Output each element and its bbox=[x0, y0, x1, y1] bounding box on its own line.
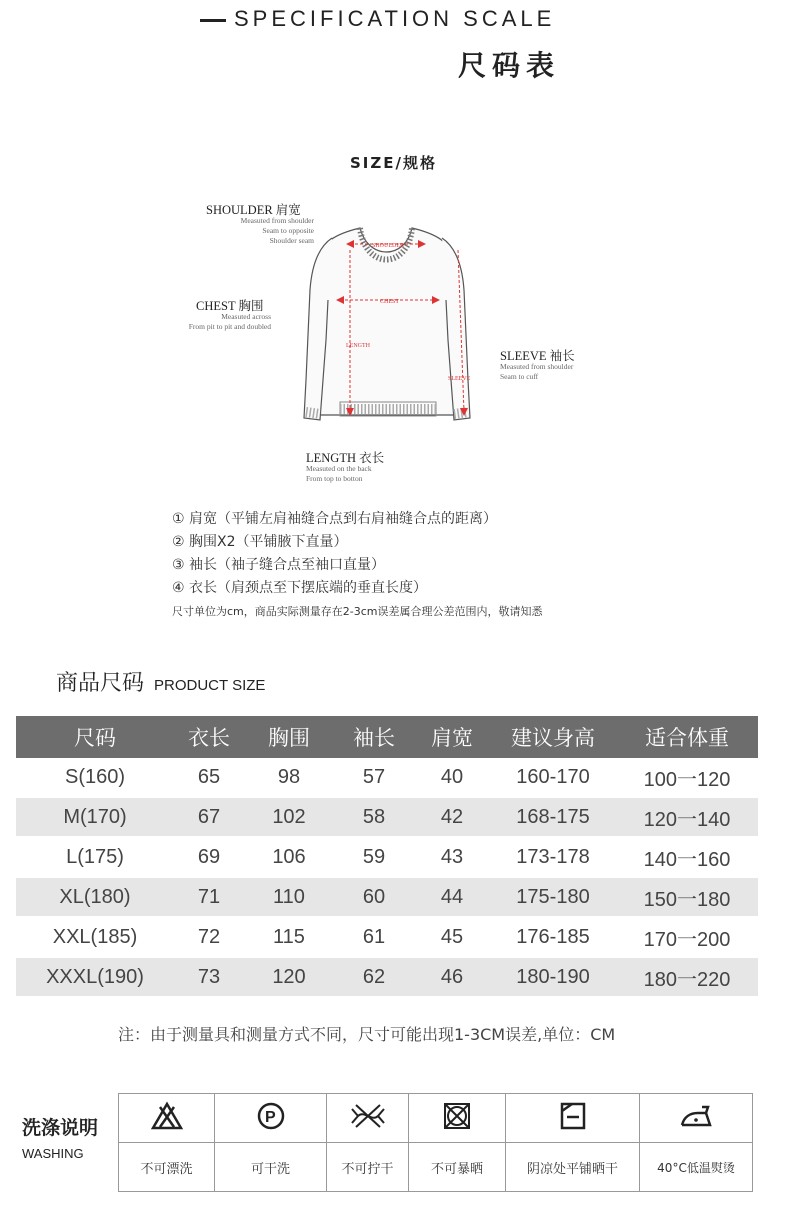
header-title-en-text: SPECIFICATION SCALE bbox=[234, 6, 556, 31]
shoulder-desc-3: Shoulder seam bbox=[269, 236, 314, 245]
cell-size: L(175) bbox=[16, 837, 174, 877]
length-label: LENGTH 衣长 bbox=[306, 451, 385, 465]
chest-desc-2: From pit to pit and doubled bbox=[188, 322, 271, 331]
no-tumble-dry-label: 不可暴晒 bbox=[409, 1143, 506, 1192]
length-desc-1: Measuted on the back bbox=[306, 464, 372, 473]
iron-cell bbox=[640, 1094, 753, 1143]
no-bleach-label: 不可漂洗 bbox=[119, 1143, 215, 1192]
cell-height: 173-178 bbox=[490, 837, 616, 877]
dry-flat-shade-cell bbox=[506, 1094, 640, 1143]
size-section-title: SIZE/规格 bbox=[350, 154, 437, 172]
no-bleach-icon bbox=[150, 1101, 184, 1131]
note-chest: ② 胸围X2（平铺腋下直量） bbox=[172, 534, 348, 550]
header-chest: 胸围 bbox=[244, 716, 334, 758]
cell-size: S(160) bbox=[16, 758, 174, 797]
cell-chest: 98 bbox=[244, 758, 334, 797]
chest-label: CHEST 胸围 bbox=[196, 299, 264, 313]
note-shoulder: ① 肩宽（平铺左肩袖缝合点到右肩袖缝合点的距离） bbox=[172, 511, 497, 527]
header-height: 建议身高 bbox=[490, 716, 616, 758]
cell-sleeve: 58 bbox=[334, 797, 414, 837]
cell-length: 69 bbox=[174, 837, 244, 877]
length-tag: LENGTH bbox=[346, 343, 370, 349]
table-row bbox=[16, 917, 758, 957]
cell-shoulder: 46 bbox=[414, 957, 490, 997]
cell-shoulder: 43 bbox=[414, 837, 490, 877]
title-dash bbox=[200, 19, 226, 22]
header-weight: 适合体重 bbox=[616, 716, 758, 758]
cell-weight: 100一120 bbox=[616, 758, 758, 797]
length-desc-2: From top to botton bbox=[306, 474, 363, 483]
dry-flat-shade-label: 阴凉处平铺晒干 bbox=[506, 1143, 640, 1192]
cell-height: 180-190 bbox=[490, 957, 616, 997]
cell-height: 168-175 bbox=[490, 797, 616, 837]
header-sleeve: 袖长 bbox=[334, 716, 414, 758]
table-row bbox=[16, 797, 758, 837]
no-wring-label: 不可拧干 bbox=[327, 1143, 409, 1192]
iron-label: 40°C低温熨烫 bbox=[640, 1143, 753, 1192]
cell-height: 160-170 bbox=[490, 758, 616, 797]
measurement-notes bbox=[172, 508, 543, 623]
no-tumble-dry-icon bbox=[440, 1101, 474, 1131]
header-shoulder: 肩宽 bbox=[414, 716, 490, 758]
size-table-header bbox=[16, 716, 758, 758]
cell-weight: 140一160 bbox=[616, 837, 758, 877]
cell-shoulder: 45 bbox=[414, 917, 490, 957]
cell-chest: 102 bbox=[244, 797, 334, 837]
cell-length: 72 bbox=[174, 917, 244, 957]
cell-height: 175-180 bbox=[490, 877, 616, 917]
sleeve-label: SLEEVE 袖长 bbox=[500, 349, 575, 363]
shoulder-tag: SHOULDER bbox=[372, 243, 405, 249]
cell-chest: 110 bbox=[244, 877, 334, 917]
washing-table bbox=[118, 1093, 753, 1192]
product-size-title bbox=[56, 666, 265, 697]
cell-sleeve: 59 bbox=[334, 837, 414, 877]
product-size-title-en: PRODUCT SIZE bbox=[154, 677, 266, 694]
dry-flat-shade-icon bbox=[556, 1101, 590, 1131]
no-bleach-cell bbox=[119, 1094, 215, 1143]
sleeve-desc-2: Seam to cuff bbox=[500, 372, 539, 381]
sleeve-desc-1: Measuted from shoulder bbox=[500, 362, 574, 371]
cell-length: 71 bbox=[174, 877, 244, 917]
size-remark: 注：由于测量具和测量方式不同，尺寸可能出现1-3CM误差,单位：CM bbox=[118, 1025, 616, 1044]
no-wring-cell bbox=[327, 1094, 409, 1143]
cell-weight: 170一200 bbox=[616, 917, 758, 957]
note-sleeve: ③ 袖长（袖子缝合点至袖口直量） bbox=[172, 557, 386, 573]
cell-sleeve: 62 bbox=[334, 957, 414, 997]
washing-title bbox=[22, 1113, 98, 1161]
chest-tag: CHEST bbox=[380, 299, 400, 305]
cell-sleeve: 60 bbox=[334, 877, 414, 917]
washing-title-cn: 洗涤说明 bbox=[22, 1117, 99, 1139]
sweater-diagram bbox=[160, 190, 640, 490]
table-row bbox=[16, 837, 758, 877]
header-size: 尺码 bbox=[16, 716, 174, 758]
iron-icon bbox=[676, 1101, 716, 1131]
washing-labels-row bbox=[119, 1143, 753, 1192]
note-tolerance: 尺寸单位为cm，商品实际测量存在2-3cm误差属合理公差范围内，敬请知悉 bbox=[172, 605, 543, 618]
cell-weight: 120一140 bbox=[616, 797, 758, 837]
header-title-en bbox=[200, 6, 555, 32]
table-row bbox=[16, 957, 758, 997]
no-wring-icon bbox=[348, 1101, 388, 1131]
product-size-title-cn: 商品尺码 bbox=[56, 671, 145, 696]
cell-length: 65 bbox=[174, 758, 244, 797]
cell-sleeve: 57 bbox=[334, 758, 414, 797]
washing-icons-row bbox=[119, 1094, 753, 1143]
sleeve-tag: SLEEVE bbox=[448, 376, 471, 382]
cell-sleeve: 61 bbox=[334, 917, 414, 957]
shoulder-desc-2: Seam to opposite bbox=[262, 226, 314, 235]
cell-size: XL(180) bbox=[16, 877, 174, 917]
cell-chest: 115 bbox=[244, 917, 334, 957]
cell-height: 176-185 bbox=[490, 917, 616, 957]
svg-text:P: P bbox=[264, 1109, 276, 1126]
shoulder-label: SHOULDER 肩宽 bbox=[206, 203, 301, 217]
table-row bbox=[16, 758, 758, 797]
note-length: ④ 衣长（肩颈点至下摆底端的垂直长度） bbox=[172, 580, 427, 596]
dry-clean-icon bbox=[254, 1101, 288, 1131]
cell-shoulder: 42 bbox=[414, 797, 490, 837]
cell-shoulder: 40 bbox=[414, 758, 490, 797]
shoulder-desc-1: Measuted from shoulder bbox=[240, 216, 314, 225]
cell-size: XXXL(190) bbox=[16, 957, 174, 997]
cell-size: M(170) bbox=[16, 797, 174, 837]
size-table bbox=[16, 716, 758, 998]
cell-weight: 150一180 bbox=[616, 877, 758, 917]
chest-desc-1: Measuted across bbox=[221, 312, 271, 321]
header-length: 衣长 bbox=[174, 716, 244, 758]
cell-shoulder: 44 bbox=[414, 877, 490, 917]
header-title-cn: 尺码表 bbox=[458, 49, 561, 82]
cell-size: XXL(185) bbox=[16, 917, 174, 957]
cell-chest: 120 bbox=[244, 957, 334, 997]
washing-title-en: WASHING bbox=[22, 1146, 84, 1161]
dry-clean-label: 可干洗 bbox=[215, 1143, 327, 1192]
cell-weight: 180一220 bbox=[616, 957, 758, 997]
cell-chest: 106 bbox=[244, 837, 334, 877]
no-tumble-dry-cell bbox=[409, 1094, 506, 1143]
dry-clean-cell bbox=[215, 1094, 327, 1143]
table-row bbox=[16, 877, 758, 917]
cell-length: 67 bbox=[174, 797, 244, 837]
cell-length: 73 bbox=[174, 957, 244, 997]
